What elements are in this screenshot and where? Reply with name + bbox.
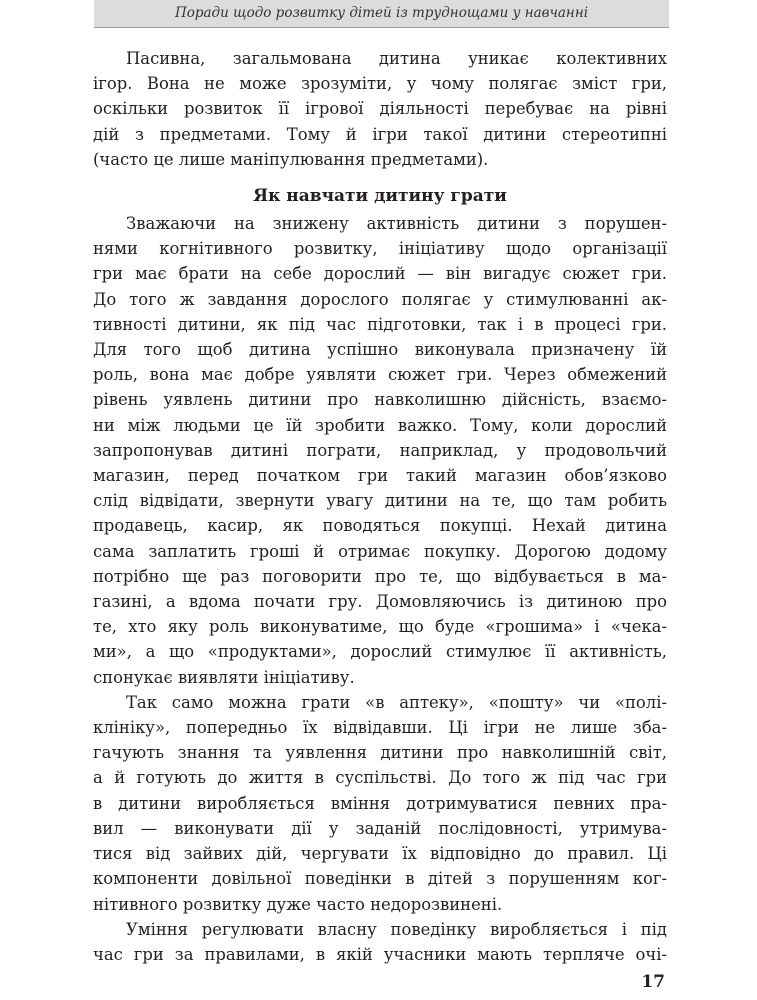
page-body xyxy=(93,46,667,967)
text-line: час гри за правилами, в якій учасники мають терпляче очі- xyxy=(93,944,667,964)
text-line: гри має брати на себе дорослий — він вигадує сюжет гри. xyxy=(93,264,667,284)
text-line: (часто це лише маніпулювання предметами). xyxy=(93,149,489,169)
page-number: 17 xyxy=(641,972,665,992)
text-line: дій з предметами. Тому й ігри такої дитини стереотипні xyxy=(93,124,667,144)
text-line: Пасивна, загальмована дитина уникає колективних xyxy=(126,49,667,68)
section-heading: Як навчати дитину грати xyxy=(253,186,507,207)
text-line: газині, а вдома почати гру. Домовляючись із дитиною про xyxy=(93,592,667,612)
text-line: спонукає виявляти ініціативу. xyxy=(93,667,355,687)
text-line: гачують знання та уявлення дитини про навколишній світ, xyxy=(93,743,667,763)
text-line: Уміння регулювати власну поведінку виробляється і під xyxy=(126,919,667,939)
paragraph-4 xyxy=(93,917,667,967)
paragraph-2 xyxy=(93,211,667,690)
text-line: потрібно ще раз поговорити про те, що відбувається в ма- xyxy=(93,566,667,586)
running-title: Поради щодо розвитку дітей із труднощами у навчанні xyxy=(174,5,589,21)
text-line: те, хто яку роль виконуватиме, що буде «грошима» і «чека- xyxy=(93,617,667,637)
text-line: продавець, касир, як поводяться покупці. Нехай дитина xyxy=(93,516,667,536)
text-line: роль, вона має добре уявляти сюжет гри. Через обмежений xyxy=(93,365,667,385)
text-line: а й готують до життя в суспільстві. До того ж під час гри xyxy=(93,768,667,788)
text-line: нями когнітивного розвитку, ініціативу щодо організації xyxy=(93,239,667,259)
running-header xyxy=(94,0,669,28)
text-line: ми», а що «продуктами», дорослий стимулює її активність, xyxy=(93,642,667,662)
text-line: До того ж завдання дорослого полягає у стимулюванні ак- xyxy=(93,289,667,309)
text-line: слід відвідати, звернути увагу дитини на те, що там робить xyxy=(93,491,667,511)
text-line: клініку», попередньо їх відвідавши. Ці ігри не лише зба- xyxy=(93,718,667,738)
text-line: Так само можна грати «в аптеку», «пошту» чи «полі- xyxy=(126,692,667,712)
text-line: рівень уявлень дитини про навколишню дійсність, взаємо- xyxy=(93,390,667,410)
text-line: сама заплатить гроші й отримає покупку. Дорогою додому xyxy=(93,541,667,561)
text-line: ігор. Вона не може зрозуміти, у чому полягає зміст гри, xyxy=(93,74,667,94)
text-line: ни між людьми це їй зробити важко. Тому, коли дорослий xyxy=(93,415,667,435)
text-line: тивності дитини, як під час підготовки, так і в процесі гри. xyxy=(93,314,667,334)
text-line: Зважаючи на знижену активність дитини з порушен- xyxy=(126,214,667,234)
paragraph-3 xyxy=(93,690,667,917)
text-line: запропонував дитині пограти, наприклад, у продовольчий xyxy=(93,440,667,460)
text-line: Для того щоб дитина успішно виконувала призначену їй xyxy=(93,340,667,360)
text-line: вил — виконувати дії у заданій послідовності, утримува- xyxy=(93,818,667,838)
text-line: нітивного розвитку дуже часто недорозвинені. xyxy=(93,894,503,914)
text-line: в дитини виробляється вміння дотримуватися певних пра- xyxy=(93,793,667,813)
text-line: компоненти довільної поведінки в дітей з порушенням ког- xyxy=(93,869,667,889)
text-line: магазин, перед початком гри такий магазин обов’язково xyxy=(93,466,667,486)
text-line: тися від зайвих дій, чергувати їх відповідно до правил. Ці xyxy=(93,844,667,864)
text-line: оскільки розвиток її ігрової діяльності перебуває на рівні xyxy=(93,99,667,119)
paragraph-1 xyxy=(93,46,667,172)
